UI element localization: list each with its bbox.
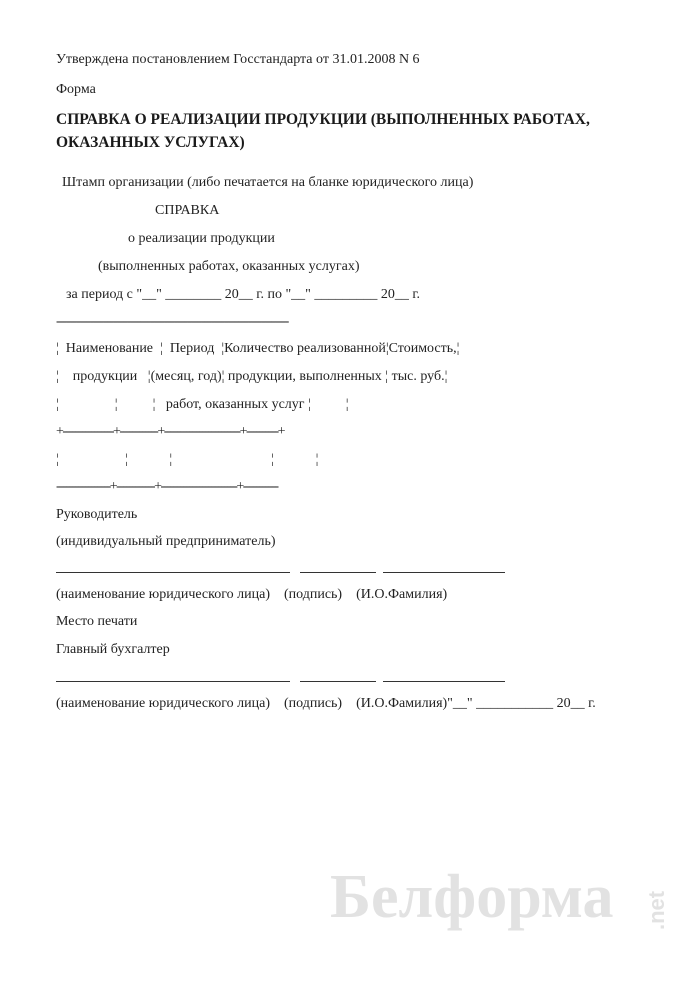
table-separator: +----------------+------------+------------------------+----------+ [56, 424, 285, 439]
stamp-line: Штамп организации (либо печатается на бланке юридического лица) [62, 175, 474, 190]
signature-line [300, 572, 376, 573]
table-header-row: ¦ ¦ ¦ работ, оказанных услуг ¦ ¦ [56, 397, 349, 412]
table-top-border: --------------------------------------------------------------------- [56, 314, 288, 329]
name-line [383, 572, 505, 573]
table-header-row: ¦ Наименование ¦ Период ¦Количество реализованной¦Стоимость,¦ [56, 341, 460, 356]
watermark-domain: .net [644, 890, 669, 930]
certificate-subheading-2: (выполненных работах, оказанных услугах) [98, 259, 360, 274]
period-line: за период с "__" ________ 20__ г. по "__" _________ 20__ г. [66, 287, 421, 302]
name-line [383, 681, 505, 682]
head-sublabel: (индивидуальный предприниматель) [56, 534, 276, 549]
accountant-label: Главный бухгалтер [56, 642, 170, 657]
table-bottom-border: -----------------+------------+------------------------+----------- [56, 479, 278, 494]
certificate-subheading-1: о реализации продукции [128, 231, 275, 246]
org-name-line [56, 681, 290, 682]
table-header-row: ¦ продукции ¦(месяц, год)¦ продукции, выполненных ¦ тыс. руб.¦ [56, 369, 448, 384]
head-signature-caption: (наименование юридического лица) (подпись) (И.О.Фамилия) [56, 587, 448, 602]
seal-label: Место печати [56, 614, 138, 629]
document-title: СПРАВКА О РЕАЛИЗАЦИИ ПРОДУКЦИИ (ВЫПОЛНЕННЫХ РАБОТАХ, ОКАЗАННЫХ УСЛУГАХ) [56, 111, 590, 151]
org-name-line [56, 572, 290, 573]
form-label: Форма [56, 82, 96, 97]
table-row: ¦ ¦ ¦ ¦ ¦ [56, 452, 320, 467]
certificate-heading: СПРАВКА [155, 203, 220, 218]
signature-line [300, 681, 376, 682]
accountant-signature-caption: (наименование юридического лица) (подпись) (И.О.Фамилия)"__" ___________ 20__ г. [56, 696, 596, 711]
approval-line: Утверждена постановлением Госстандарта от 31.01.2008 N 6 [56, 52, 420, 67]
head-label: Руководитель [56, 507, 138, 522]
watermark-brand: Белформа [330, 863, 614, 931]
